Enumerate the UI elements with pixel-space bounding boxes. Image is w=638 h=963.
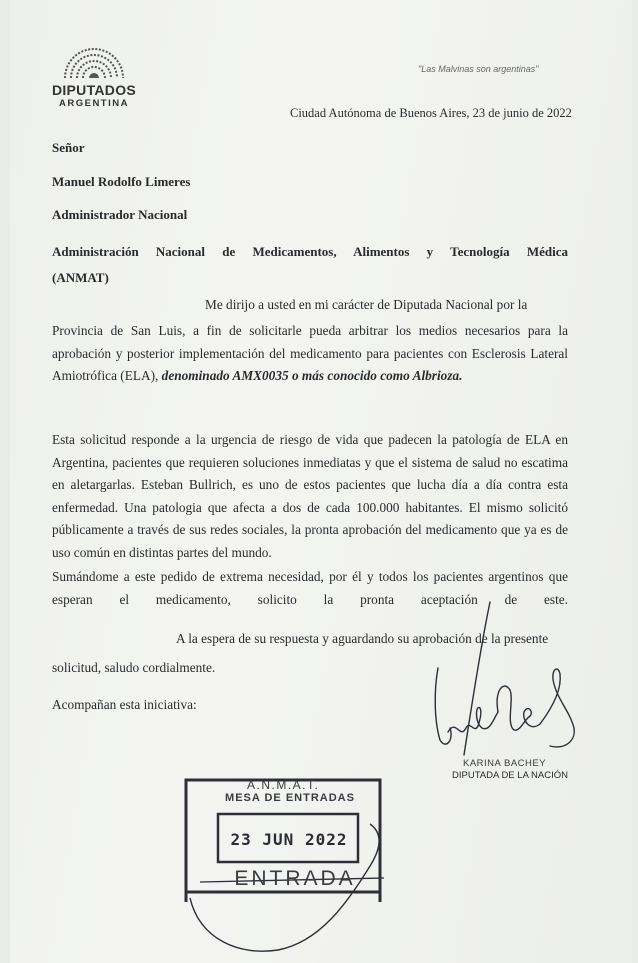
paragraph-1: [52, 320, 568, 388]
stamp-label: ENTRADA: [234, 867, 356, 890]
recipient-org-abbrev: (ANMAT): [52, 270, 109, 285]
paragraph-4-second-line: solicitud, saludo cordialmente.: [52, 660, 216, 675]
signer-name: KARINA BACHEY: [463, 758, 547, 769]
place-date: Ciudad Autónoma de Buenos Aires, 23 de junio de 2022: [290, 106, 572, 120]
diputados-logo: [44, 42, 144, 109]
stamp-organization: A.N.M.A.T.: [247, 778, 320, 792]
recipient-org-line1: Administración Nacional de Medicamentos, Alimentos y Tecnología Médica: [52, 244, 568, 259]
stamp-date: 23 JUN 2022: [230, 830, 348, 849]
recipient-role: Administrador Nacional: [52, 207, 188, 222]
paragraph-2: Esta solicitud responde a la urgencia de riesgo de vida que padecen la patología de ELA en Argentina, pacientes que requieren soluciones inmediatas y que el sistema de salud no escatima en aletargarlas. Esteban Bullrich, es uno de estos pacientes que lucha día a día contra esta enfermedad. Una patologia que afecta a dos de cada 100.000 habitantes. El mismo solicitó públicamente a través de sus redes sociales, la pronta aprobación del medicamento que ya es de uso común en distintas partes del mundo.: [52, 432, 568, 560]
recipient-name: Manuel Rodolfo Limeres: [52, 174, 191, 189]
closing: Acompañan esta iniciativa:: [52, 697, 197, 712]
paragraph-1-first-line: Me dirijo a usted en mi carácter de Diputada Nacional por la: [205, 297, 528, 312]
paragraph-4-first-line: A la espera de su respuesta y aguardando su aprobación de la presente: [176, 631, 549, 646]
medication-name: denominado AMX0035 o más conocido como Albrioza.: [161, 368, 463, 383]
signer-title: DIPUTADA DE LA NACIÓN: [452, 770, 568, 781]
paragraph-1-text: Provincia de San Luis, a fin de solicitarle pueda arbitrar los medios necesarios para la aprobación y posterior implementación del medicamento para pacientes con Esclerosis Lateral Amiotrófica (ELA),: [52, 323, 568, 383]
salutation: Señor: [52, 140, 85, 155]
org-country: ARGENTINA: [59, 98, 129, 109]
congress-dome-icon: [59, 42, 129, 80]
paragraph-3: Sumándome a este pedido de extrema necesidad, por él y todos los pacientes argentinos que esperan el medicamento, solicito la pronta aceptación de este.: [52, 569, 568, 607]
handwritten-signature: [420, 600, 590, 760]
org-name: DIPUTADOS: [51, 82, 137, 98]
stamp-department: MESA DE ENTRADAS: [225, 792, 355, 804]
recipient-org: [52, 239, 568, 265]
motto: "Las Malvinas son argentinas": [418, 64, 539, 74]
